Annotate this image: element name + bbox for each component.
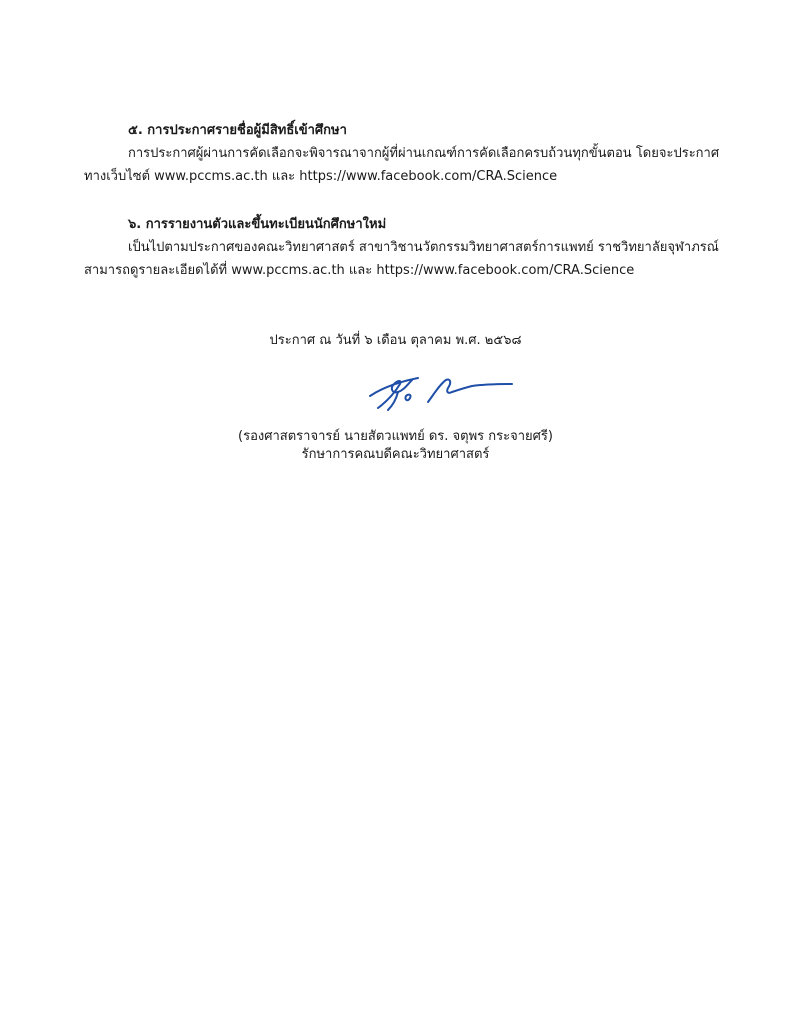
signatory-position: รักษาการคณบดีคณะวิทยาศาสตร์ [301, 447, 490, 462]
section-6-line-1: เป็นไปตามประกาศของคณะวิทยาศาสตร์ สาขาวิชานวัตกรรมวิทยาศาสตร์การแพทย์ ราชวิทยาลัยจุฬาภรณ์ [128, 240, 719, 255]
section-5-heading: ๕. การประกาศรายชื่อผู้มีสิทธิ์เข้าศึกษา [128, 123, 347, 138]
signatory-name: (รองศาสตราจารย์ นายสัตวแพทย์ ดร. จตุพร กระจายศรี) [238, 429, 553, 444]
handwritten-signature [368, 372, 518, 414]
section-5-line-2: ทางเว็บไซต์ www.pccms.ac.th และ https://www.facebook.com/CRA.Science [84, 169, 558, 184]
section-5-line-1: การประกาศผู้ผ่านการคัดเลือกจะพิจารณาจากผู้ที่ผ่านเกณฑ์การคัดเลือกครบถ้วนทุกขั้นตอน โดยจะประกาศ [128, 146, 720, 161]
section-6-heading: ๖. การรายงานตัวและขึ้นทะเบียนนักศึกษาใหม่ [128, 217, 387, 232]
announcement-date: ประกาศ ณ วันที่ ๖ เดือน ตุลาคม พ.ศ. ๒๕๖๘ [269, 333, 522, 348]
section-6-line-2: สามารถดูรายละเอียดได้ที่ www.pccms.ac.th และ https://www.facebook.com/CRA.Science [84, 263, 635, 278]
